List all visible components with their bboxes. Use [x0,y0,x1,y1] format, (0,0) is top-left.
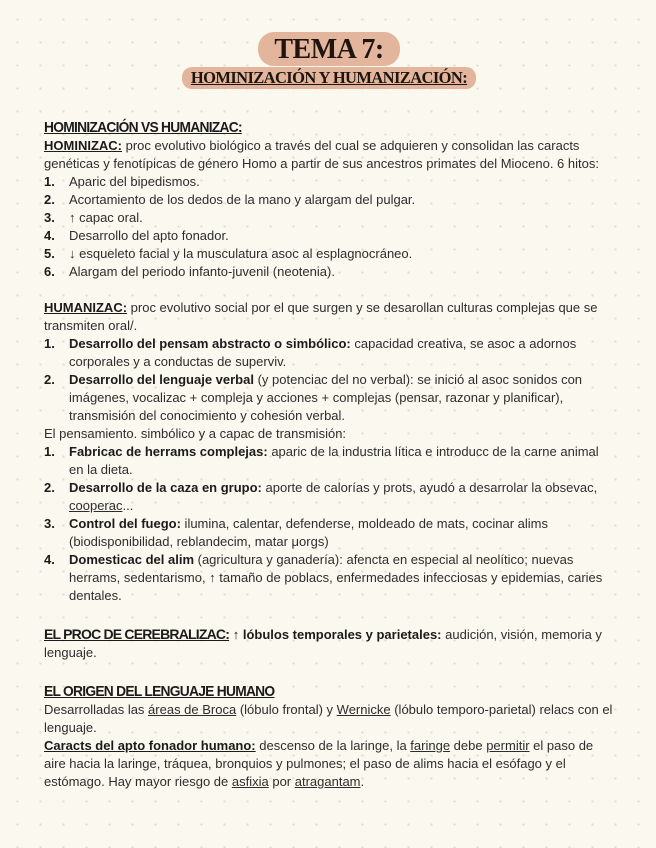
list-item: 1. Fabricac de herrams complejas: aparic de la industria lítica e introducc de la carne animal en la dieta. [44,444,599,477]
humanizac-definition [44,299,614,335]
list-item: 4. Desarrollo del apto fonador. [44,228,229,243]
list-item: 4. Domesticac del alim (agricultura y ganadería): afencta en especial al neolítico; nuevas herrams, sedentarismo, ↑ tamaño de poblacs, enfermedades infecciosas y epidemias, caries dentales. [44,552,603,603]
hominizac-text: proc evolutivo biológico a través del cual se adquieren y consolidan las caracts genéticas y fenotípicas de género Homo a partir de sus ancestros primates del Mioceno. 6 hitos: [44,138,599,171]
humanizac-text: proc evolutivo social por el que surgen y se desarollan culturas complejas que se transmiten oral/. [44,300,598,333]
cerebralizac-paragraph: EL PROC DE CEREBRALIZAC: ↑ lóbulos temporales y parietales: audición, visión, memoria y lenguaje. [44,626,602,660]
lenguaje-paragraph-2: Caracts del apto fonador humano: descenso de la laringe, la faringe debe permitir el paso de aire hacia la laringe, tráquea, bronquios y pulmones; el paso de alims hacia el esófago y el estómago. Hay mayor riesgo de asfixia por atragantam. [44,738,594,789]
hominizac-definition [44,137,614,173]
list-item: 1. Desarrollo del pensam abstracto o simbólico: capacidad creativa, se asoc a adornos corporales y a conductas de superviv. [44,336,577,369]
list-item: 2. Desarrollo de la caza en grupo: aporte de calorías y prots, ayudó a desarrolar la obsevac, cooperac... [44,480,598,513]
title-block [44,0,614,89]
humanizac-list-2 [44,443,614,605]
humanizac-label: HUMANIZAC: [44,300,128,315]
section-heading-origen-lenguaje: EL ORIGEN DEL LENGUAJE HUMANO [44,683,275,700]
list-item: 5. ↓ esqueleto facial y la musculatura asoc al esplagnocráneo. [44,246,413,261]
humanizac-list [44,335,614,425]
hominizac-list [44,173,614,281]
list-item: 2. Desarrollo del lenguaje verbal (y potenciac del no verbal): se inició al asoc sonidos con imágenes, vocalizac + compleja y acciones + complejas (pensar, razonar y planificar), transmisión del conocimiento y cohesión verbal. [44,372,583,423]
section-heading-cerebralizac: EL PROC DE CEREBRALIZAC: [44,626,230,642]
list-item: 6. Alargam del periodo infanto-juvenil (neotenia). [44,264,335,279]
list-item: 3. ↑ capac oral. [44,210,143,225]
list-item: 1. Aparic del bipedismos. [44,174,200,189]
document-page [44,0,614,791]
page-subtitle: HOMINIZACIÓN Y HUMANIZACIÓN: [182,67,476,89]
lenguaje-paragraph-1: Desarrolladas las áreas de Broca (lóbulo frontal) y Wernicke (lóbulo temporo-parietal) relacs con el lenguaje. [44,702,613,735]
section-heading-hominizacion-vs-humanizac: HOMINIZACIÓN VS HUMANIZAC: [44,119,242,136]
page-title: TEMA 7: [258,32,399,66]
cooperac-link: cooperac [69,498,123,513]
list-item: 2. Acortamiento de los dedos de la mano y alargam del pulgar. [44,192,416,207]
hominizac-label: HOMINIZAC: [44,138,122,153]
list-item: 3. Control del fuego: ilumina, calentar, defenderse, moldeado de mats, cocinar alims (biodisponibilidad, reblandecim, matar μorgs) [44,516,549,549]
bridge-text: El pensamiento. simbólico y a capac de transmisión: [44,426,347,441]
